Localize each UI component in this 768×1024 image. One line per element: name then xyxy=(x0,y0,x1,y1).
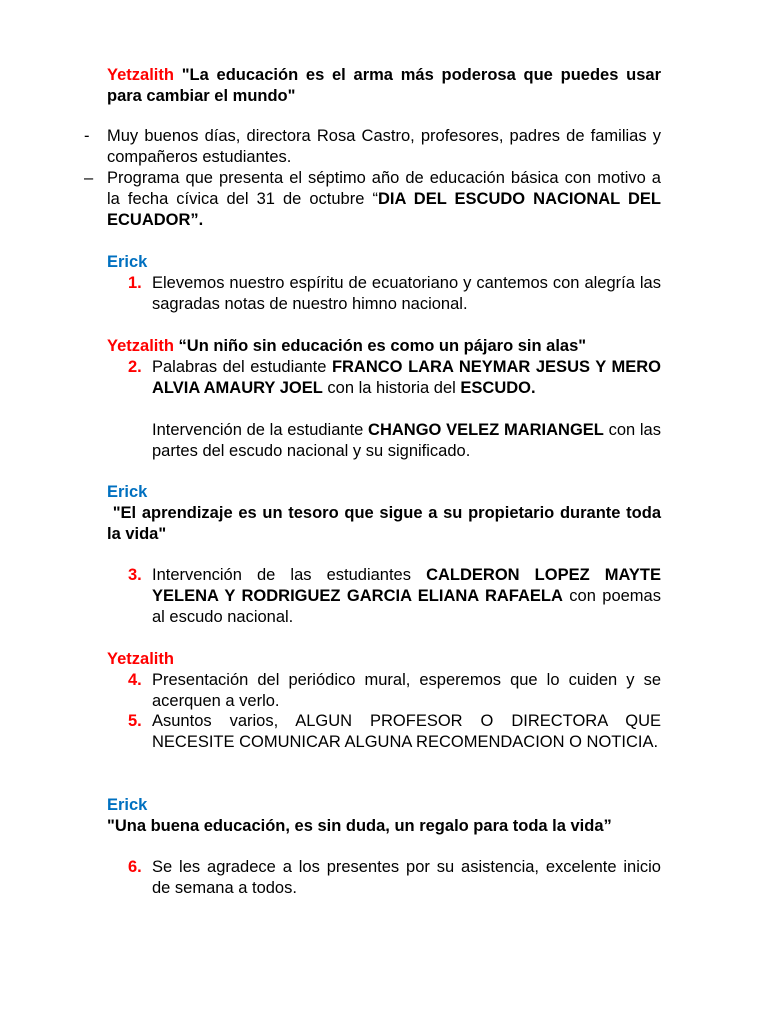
list-item-3 xyxy=(128,565,661,628)
bullet-program xyxy=(107,168,661,231)
list-item-2-continued xyxy=(128,420,661,462)
item-text xyxy=(152,357,661,399)
quote-text: "Una buena educación, es sin duda, un regalo para toda la vida” xyxy=(107,817,612,835)
list-item-4 xyxy=(128,670,661,712)
speaker-yetzalith: Yetzalith xyxy=(107,66,174,84)
item-number: 1. xyxy=(128,274,142,292)
item-text: Elevemos nuestro espíritu de ecuatoriano y cantemos con alegría las sagradas notas de nuestro himno nacional. xyxy=(152,274,661,313)
item-text xyxy=(152,420,661,462)
student-names: CHANGO VELEZ MARIANGEL xyxy=(368,421,604,439)
speaker-yetzalith: Yetzalith xyxy=(107,650,174,668)
item-number: 2. xyxy=(128,358,142,376)
item-text xyxy=(152,565,661,628)
item-number: 3. xyxy=(128,566,142,584)
item-text: Se les agradece a los presentes por su asistencia, excelente inicio de semana a todos. xyxy=(152,858,661,897)
item-text: Asuntos varios, ALGUN PROFESOR O DIRECTORA QUE NECESITE COMUNICAR ALGUNA RECOMENDACION O NOTICIA. xyxy=(152,712,661,751)
program-text: Programa que presenta el séptimo año de educación básica con motivo a la fecha cívica del 31 de octubre “ xyxy=(107,169,661,208)
quote-text: "El aprendizaje es un tesoro que sigue a su propietario durante toda la vida" xyxy=(107,504,666,543)
program-title: DIA DEL ESCUDO NACIONAL DEL ECUADOR xyxy=(107,190,662,229)
bullet-greeting: Muy buenos días, directora Rosa Castro, profesores, padres de familias y compañeros estudiantes. xyxy=(107,127,661,166)
item-number: 6. xyxy=(128,858,142,876)
item-text-part: Intervención de la estudiante xyxy=(152,421,369,439)
item-text-part: Intervención de las estudiantes xyxy=(152,566,427,584)
quote-paragraph-2 xyxy=(107,336,661,357)
item-text: Presentación del periódico mural, esperemos que lo cuiden y se acerquen a verlo. xyxy=(152,671,661,710)
item-text-part: con poemas al escudo nacional. xyxy=(152,587,661,626)
bullet-marker: - xyxy=(84,127,90,145)
list-item-6 xyxy=(128,857,661,899)
speaker-erick: Erick xyxy=(107,483,148,501)
student-names: CALDERON LOPEZ MAYTE YELENA Y RODRIGUEZ GARCIA ELIANA RAFAELA xyxy=(152,566,661,605)
item-bold-word: ESCUDO. xyxy=(460,379,536,397)
speaker-erick: Erick xyxy=(107,796,148,814)
list-item-1 xyxy=(128,273,661,315)
item-number: 5. xyxy=(128,712,142,730)
program-end: ”. xyxy=(190,211,204,229)
list-item-5 xyxy=(128,711,661,753)
item-text-part: Palabras del estudiante xyxy=(152,358,332,376)
speaker-yetzalith: Yetzalith xyxy=(107,337,174,355)
list-item-2 xyxy=(128,357,661,399)
item-text-part: con la historia del xyxy=(322,379,461,397)
bullet-marker: – xyxy=(84,169,94,187)
intro-quote-paragraph xyxy=(107,65,661,107)
item-text-part: con las partes del escudo nacional y su significado. xyxy=(152,421,661,460)
quote-text: “Un niño sin educación es como un pájaro sin alas" xyxy=(178,337,587,355)
quote-text: "La educación es el arma más poderosa que puedes usar para cambiar el mundo" xyxy=(107,66,661,105)
student-names: FRANCO LARA NEYMAR JESUS Y MERO ALVIA AMAURY JOEL xyxy=(152,358,661,397)
speaker-erick: Erick xyxy=(107,253,148,271)
item-number: 4. xyxy=(128,671,142,689)
